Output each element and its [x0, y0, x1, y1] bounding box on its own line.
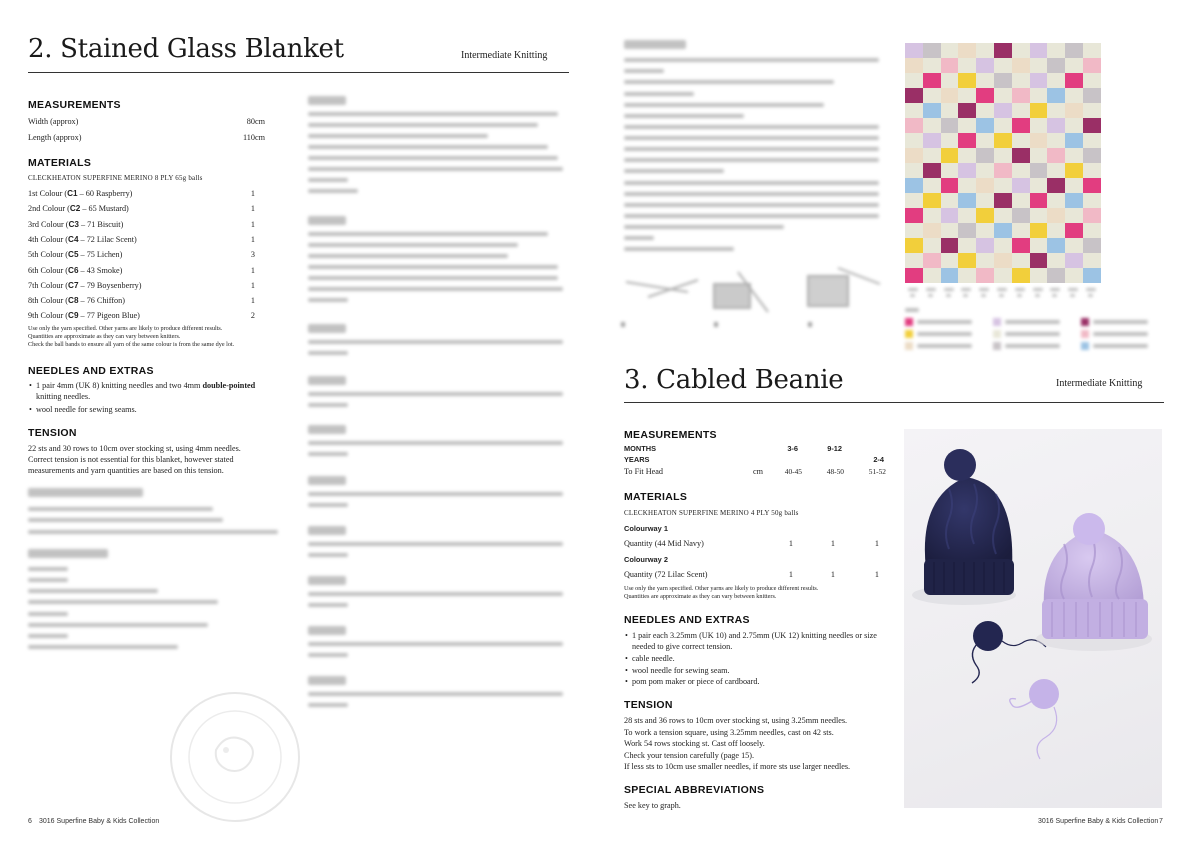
chart-cell [1065, 253, 1083, 268]
chart-cell [905, 88, 923, 103]
chart-cell [1030, 133, 1048, 148]
chart-cell [941, 208, 959, 223]
chart-cell [1083, 193, 1101, 208]
needles-item-2: • wool needle for sewing seams. [36, 404, 137, 415]
size-2-4: 2-4 [873, 455, 884, 464]
chart-cell [923, 43, 941, 58]
chart-cell [976, 268, 994, 283]
chart-cell [905, 238, 923, 253]
beanie-tension-4: Check your tension carefully (page 15). [624, 751, 755, 760]
chart-cell [1083, 118, 1101, 133]
fit-value-2: 48-50 [826, 467, 844, 476]
chart-cell [994, 43, 1012, 58]
colour-row: 3rd Colour (C3 – 71 Biscuit) [28, 219, 124, 229]
fit-value-1: 40-45 [784, 467, 802, 476]
chart-cell [923, 73, 941, 88]
qty-navy-3: 1 [874, 539, 879, 548]
colour-row: 8th Colour (C8 – 76 Chiffon) [28, 296, 125, 306]
chart-cell [994, 88, 1012, 103]
chart-cell [1047, 178, 1065, 193]
yarn-type: CLECKHEATON SUPERFINE MERINO 8 PLY 65g balls [28, 174, 203, 182]
chart-cell [1083, 58, 1101, 73]
chart-cell [958, 163, 976, 178]
chart-cell [905, 268, 923, 283]
beanie-photo [904, 429, 1162, 808]
chart-cell [1083, 163, 1101, 178]
title-rule [28, 72, 569, 73]
chart-cell [1047, 193, 1065, 208]
chart-cell [958, 58, 976, 73]
width-value: 80cm [246, 117, 265, 126]
chart-cell [1083, 43, 1101, 58]
chart-cell [923, 133, 941, 148]
colour-row: 5th Colour (C5 – 75 Lichen) [28, 250, 123, 260]
chart-cell [905, 133, 923, 148]
chart-cell [905, 253, 923, 268]
chart-cell [923, 148, 941, 163]
chart-cell [1012, 103, 1030, 118]
key-swatch-biscuit [905, 342, 913, 350]
beanie-tension-2: To work a tension square, using 3.25mm needles, cast on 42 sts. [624, 728, 834, 737]
chart-cell [976, 238, 994, 253]
chart-cell [941, 193, 959, 208]
chart-cell [1030, 118, 1048, 133]
chart-cell [994, 58, 1012, 73]
colour-row: 9th Colour (C9 – 77 Pigeon Blue) [28, 311, 140, 321]
chart-cell [941, 73, 959, 88]
materials-note-3: Check the ball bands to ensure all yarn of the same colour is from the same dye lot. [28, 341, 235, 348]
abbreviations-text: See key to graph. [624, 801, 681, 810]
chart-cell [976, 58, 994, 73]
chart-cell [941, 148, 959, 163]
chart-cell [923, 163, 941, 178]
chart-cell [1065, 103, 1083, 118]
beanie-yarn-type: CLECKHEATON SUPERFINE MERINO 4 PLY 50g balls [624, 509, 799, 517]
chart-cell [1065, 238, 1083, 253]
chart-cell [1083, 268, 1101, 283]
materials-note-1: Use only the yarn specified. Other yarns are likely to produce different results. [28, 325, 223, 332]
beanie-needles-heading: NEEDLES AND EXTRAS [624, 614, 750, 626]
chart-cell [941, 223, 959, 238]
chart-cell [994, 253, 1012, 268]
chart-cell [1012, 178, 1030, 193]
chart-cell [1012, 133, 1030, 148]
chart-cell [958, 148, 976, 163]
chart-cell [958, 43, 976, 58]
colour-row: 2nd Colour (C2 – 65 Mustard) [28, 204, 129, 214]
chart-cell [1047, 238, 1065, 253]
colour-quantity: 1 [250, 189, 255, 198]
chart-cell [941, 133, 959, 148]
chart-cell [1047, 268, 1065, 283]
colour-row: 7th Colour (C7 – 79 Boysenberry) [28, 280, 142, 290]
chart-cell [1030, 223, 1048, 238]
chart-cell [905, 43, 923, 58]
chart-cell [923, 178, 941, 193]
tension-heading: TENSION [28, 427, 77, 439]
materials-note-2: Quantities are approximate as they can vary between knitters. [28, 333, 181, 340]
key-swatch-lichen [993, 330, 1001, 338]
colour-quantity: 1 [250, 265, 255, 275]
chart-cell [1012, 238, 1030, 253]
qty-lilac-3: 1 [874, 570, 879, 579]
chart-cell [976, 118, 994, 133]
length-label: Length (approx) [28, 133, 82, 142]
page-title: 2. Stained Glass Blanket [28, 34, 344, 64]
chart-cell [1047, 163, 1065, 178]
chart-cell [976, 133, 994, 148]
colour-quantity: 1 [250, 234, 255, 244]
beanie-title-rule [624, 402, 1164, 403]
beanie-tension-3: Work 54 rows stocking st. Cast off loosely. [624, 739, 765, 748]
beanie-tension-heading: TENSION [624, 699, 673, 711]
chart-cell [994, 238, 1012, 253]
chart-cell [923, 208, 941, 223]
fit-unit: cm [753, 467, 764, 476]
chart-cell [1012, 73, 1030, 88]
chart-cell [976, 253, 994, 268]
chart-cell [1012, 268, 1030, 283]
chart-cell [905, 163, 923, 178]
chart-cell [976, 193, 994, 208]
tension-line-1: 22 sts and 30 rows to 10cm over stocking st, using 4mm needles. [28, 444, 241, 453]
chart-cell [976, 103, 994, 118]
key-swatch-boysenberry [1081, 318, 1089, 326]
chart-cell [958, 208, 976, 223]
chart-cell [994, 193, 1012, 208]
chart-cell [1065, 223, 1083, 238]
chart-cell [1047, 253, 1065, 268]
footer-collection-right: 3016 Superfine Baby & Kids Collection [1038, 818, 1159, 825]
quantity-lilac-label: Quantity (72 Lilac Scent) [624, 570, 708, 579]
chart-cell [976, 43, 994, 58]
chart-cell [958, 253, 976, 268]
chart-cell [905, 208, 923, 223]
chart-cell [1012, 88, 1030, 103]
chart-key [905, 310, 1165, 360]
chart-cell [976, 223, 994, 238]
beanie-tension-5: If less sts to 10cm use smaller needles, if more sts use larger needles. [624, 762, 851, 771]
colourway-2-label: Colourway 2 [624, 555, 668, 564]
colour-row: 1st Colour (C1 – 60 Raspberry) [28, 189, 133, 198]
chart-cell [958, 193, 976, 208]
colour-quantity: 1 [250, 219, 255, 229]
size-9-12: 9-12 [827, 444, 842, 453]
chart-cell [923, 193, 941, 208]
chart-cell [923, 253, 941, 268]
chart-cell [1065, 43, 1083, 58]
chart-cell [1083, 178, 1101, 193]
cord-diagrams [618, 262, 888, 332]
chart-cell [1030, 88, 1048, 103]
right-page [596, 0, 1191, 842]
materials-heading: MATERIALS [28, 157, 92, 169]
chart-cell [1030, 43, 1048, 58]
key-swatch-raspberry [905, 318, 913, 326]
needles-item-1: • 1 pair 4mm (UK 8) knitting needles and two 4mm double-pointed knitting needles. [36, 380, 296, 402]
chart-cell [941, 268, 959, 283]
chart-cell [1012, 208, 1030, 223]
chart-cell [958, 223, 976, 238]
chart-cell [1047, 148, 1065, 163]
beanie-note-1: Use only the yarn specified. Other yarns are likely to produce different results. [624, 585, 819, 592]
chart-cell [1030, 208, 1048, 223]
chart-cell [1030, 178, 1048, 193]
beanie-title: 3. Cabled Beanie [624, 365, 844, 395]
chart-cell [1047, 208, 1065, 223]
chart-cell [1065, 73, 1083, 88]
chart-cell [1083, 88, 1101, 103]
chart-cell [1083, 133, 1101, 148]
years-label: YEARS [624, 455, 650, 464]
chart-cell [994, 223, 1012, 238]
measurements-heading: MEASUREMENTS [28, 99, 121, 111]
chart-cell [958, 268, 976, 283]
chart-cell [1047, 43, 1065, 58]
chart-cell [1030, 238, 1048, 253]
fit-value-3: 51-52 [868, 467, 886, 476]
chart-cell [923, 118, 941, 133]
chart-cell [958, 88, 976, 103]
chart-cell [1065, 148, 1083, 163]
beanie-difficulty-label: Intermediate Knitting [1056, 378, 1143, 389]
beanie-materials-heading: MATERIALS [624, 491, 688, 503]
chart-cell [1012, 118, 1030, 133]
colour-quantity: 2 [250, 311, 255, 321]
colour-quantity: 1 [250, 280, 255, 290]
chart-cell [1047, 73, 1065, 88]
chart-cell [1030, 268, 1048, 283]
chart-cell [1065, 88, 1083, 103]
chart-cell [923, 103, 941, 118]
chart-cell [941, 178, 959, 193]
chart-cell [1065, 163, 1083, 178]
size-3-6: 3-6 [787, 444, 798, 453]
chart-cell [1083, 238, 1101, 253]
quantity-navy-label: Quantity (44 Mid Navy) [624, 539, 704, 548]
key-swatch-mustard [905, 330, 913, 338]
qty-navy-1: 1 [788, 539, 793, 548]
page-number: 6 [28, 818, 32, 825]
chart-cell [1030, 73, 1048, 88]
chart-cell [1030, 148, 1048, 163]
beanie-needles-item-1: • 1 pair each 3.25mm (UK 10) and 2.75mm (UK 12) knitting needles or size [632, 630, 877, 641]
colour-row: 6th Colour (C6 – 43 Smoke) [28, 265, 123, 275]
chart-cell [941, 43, 959, 58]
chart-cell [958, 133, 976, 148]
chart-strip-labels [905, 286, 1101, 298]
chart-cell [941, 58, 959, 73]
chart-cell [1083, 208, 1101, 223]
chart-cell [1030, 253, 1048, 268]
chart-cell [1083, 223, 1101, 238]
width-label: Width (approx) [28, 117, 79, 126]
colour-quantity: 1 [250, 296, 255, 306]
chart-cell [1012, 43, 1030, 58]
chart-cell [994, 73, 1012, 88]
chart-cell [1047, 223, 1065, 238]
chart-cell [994, 178, 1012, 193]
chart-cell [905, 118, 923, 133]
chart-cell [1065, 133, 1083, 148]
chart-cell [941, 103, 959, 118]
chart-cell [1012, 163, 1030, 178]
chart-cell [941, 88, 959, 103]
chart-cell [1047, 58, 1065, 73]
chart-cell [976, 88, 994, 103]
chart-cell [941, 163, 959, 178]
abbreviations-heading: SPECIAL ABBREVIATIONS [624, 784, 765, 796]
superfine-seal-watermark [168, 690, 303, 825]
chart-cell [1083, 103, 1101, 118]
chart-cell [958, 103, 976, 118]
chart-cell [923, 58, 941, 73]
chart-cell [1047, 103, 1065, 118]
length-value: 110cm [243, 133, 265, 142]
chart-cell [1065, 193, 1083, 208]
chart-cell [958, 238, 976, 253]
chart-cell [1012, 58, 1030, 73]
chart-cell [1065, 178, 1083, 193]
colour-quantity: 3 [250, 250, 255, 260]
chart-cell [958, 73, 976, 88]
chart-cell [1012, 148, 1030, 163]
chart-cell [1065, 118, 1083, 133]
chart-cell [994, 103, 1012, 118]
chart-cell [994, 133, 1012, 148]
key-swatch-pigeon-blue [1081, 342, 1089, 350]
key-swatch-lilac [993, 318, 1001, 326]
chart-cell [941, 253, 959, 268]
chart-cell [941, 238, 959, 253]
beanie-needles-item-3: • wool needle for sewing seam. [632, 665, 730, 676]
chart-cell [994, 163, 1012, 178]
chart-cell [905, 58, 923, 73]
key-swatch-smoke [993, 342, 1001, 350]
chart-cell [941, 118, 959, 133]
chart-cell [1065, 58, 1083, 73]
chart-cell [905, 148, 923, 163]
chart-cell [923, 238, 941, 253]
beanie-needles-item-4: • pom pom maker or piece of cardboard. [632, 676, 760, 687]
chart-cell [1047, 118, 1065, 133]
beanie-needles-item-2: • cable needle. [632, 653, 675, 664]
chart-cell [1012, 223, 1030, 238]
chart-cell [1030, 163, 1048, 178]
chart-cell [976, 163, 994, 178]
chart-cell [976, 148, 994, 163]
chart-cell [1047, 133, 1065, 148]
beanie-tension-1: 28 sts and 36 rows to 10cm over stocking st, using 3.25mm needles. [624, 716, 848, 725]
beanie-needles-item-1-cont: needed to give correct tension. [632, 642, 733, 651]
page-number-right: 7 [1159, 818, 1163, 825]
colour-row: 4th Colour (C4 – 72 Lilac Scent) [28, 234, 137, 244]
chart-cell [905, 193, 923, 208]
months-label: MONTHS [624, 444, 657, 453]
needles-heading: NEEDLES AND EXTRAS [28, 365, 154, 377]
chart-cell [994, 148, 1012, 163]
fit-head-label: To Fit Head [624, 467, 663, 476]
chart-cell [905, 73, 923, 88]
chart-cell [905, 223, 923, 238]
chart-cell [1065, 208, 1083, 223]
chart-cell [923, 268, 941, 283]
beanie-measurements-heading: MEASUREMENTS [624, 429, 717, 441]
qty-lilac-1: 1 [788, 570, 793, 579]
chart-cell [923, 223, 941, 238]
chart-cell [958, 178, 976, 193]
chart-cell [958, 118, 976, 133]
chart-cell [1012, 193, 1030, 208]
stained-glass-chart [905, 43, 1101, 283]
colour-quantity: 1 [250, 204, 255, 214]
chart-cell [905, 103, 923, 118]
chart-cell [994, 208, 1012, 223]
chart-cell [976, 208, 994, 223]
chart-cell [923, 88, 941, 103]
chart-cell [1030, 193, 1048, 208]
chart-cell [1047, 88, 1065, 103]
beanie-note-2: Quantities are approximate as they can vary between knitters. [624, 593, 777, 600]
chart-cell [976, 73, 994, 88]
chart-cell [994, 268, 1012, 283]
difficulty-label: Intermediate Knitting [461, 50, 548, 61]
key-swatch-chiffon [1081, 330, 1089, 338]
chart-cell [1083, 148, 1101, 163]
chart-cell [1065, 268, 1083, 283]
qty-lilac-2: 1 [830, 570, 835, 579]
chart-cell [1030, 103, 1048, 118]
tension-line-3: measurements and yarn quantities are based on this tension. [28, 466, 224, 475]
chart-cell [994, 118, 1012, 133]
chart-cell [1012, 253, 1030, 268]
colourway-1-label: Colourway 1 [624, 524, 668, 533]
chart-cell [1030, 58, 1048, 73]
footer-collection: 3016 Superfine Baby & Kids Collection [39, 818, 160, 825]
chart-cell [905, 178, 923, 193]
qty-navy-2: 1 [830, 539, 835, 548]
chart-cell [976, 178, 994, 193]
chart-cell [1083, 253, 1101, 268]
tension-line-2: Correct tension is not essential for this blanket, however stated [28, 455, 234, 464]
chart-cell [1083, 73, 1101, 88]
